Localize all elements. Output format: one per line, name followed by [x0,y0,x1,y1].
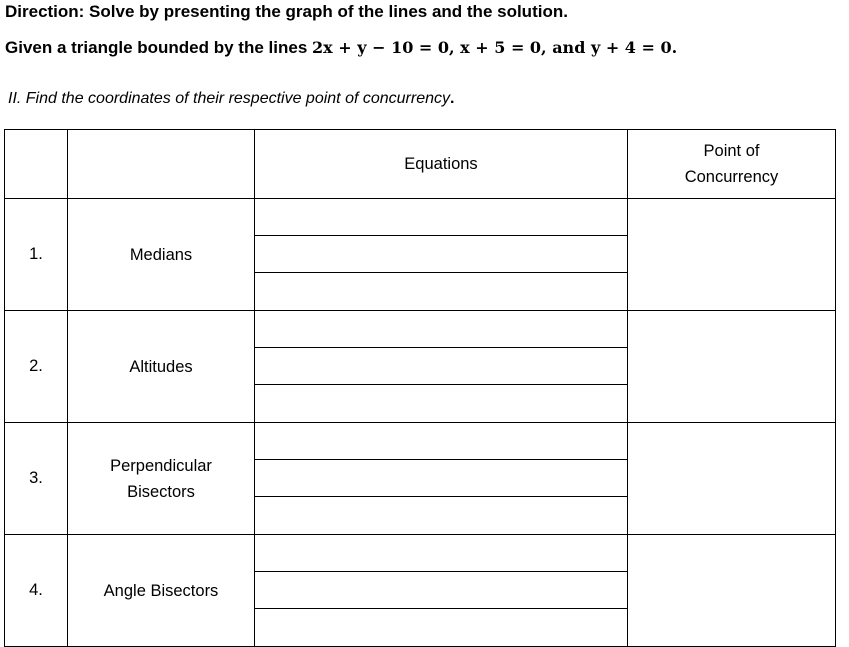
equations-cell[interactable] [255,311,628,423]
table-row-medians [5,199,836,311]
point-of-concurrency-cell[interactable] [628,311,836,423]
equation-line-divider [255,571,627,572]
row-number: 3. [5,423,68,535]
header-number-cell [5,130,68,199]
point-of-concurrency-cell[interactable] [628,423,836,535]
row-label-line1: Angle Bisectors [103,581,219,600]
header-equations: Equations [255,130,628,199]
point-of-concurrency-cell[interactable] [628,199,836,311]
row-label-line1: Altitudes [129,357,193,376]
given-statement [5,38,677,58]
given-label: Given a triangle bounded by the lines [5,38,312,57]
equation-line-divider [255,608,627,609]
table-row-angle-bisectors [5,535,836,647]
row-label [68,199,255,311]
instruction-text [8,90,454,108]
row-label [68,423,255,535]
point-of-concurrency-cell[interactable] [628,535,836,647]
equation-line-divider [255,384,627,385]
equation-line-divider [255,496,627,497]
row-label [68,311,255,423]
table-row-altitudes [5,311,836,423]
equation-line-divider [255,272,627,273]
given-equations: 2x + y − 10 = 0, x + 5 = 0, and y + 4 = 0. [312,38,678,57]
row-number: 4. [5,535,68,647]
header-label-cell [68,130,255,199]
header-poc-line2: Concurrency [684,168,779,186]
equation-line-divider [255,347,627,348]
row-number: 2. [5,311,68,423]
instruction-body: II. Find the coordinates of their respective point of concurrency [8,90,451,107]
direction-text: Direction: Solve by presenting the graph of the lines and the solution. [5,2,568,21]
table-row-perpendicular-bisectors [5,423,836,535]
equation-line-divider [255,459,627,460]
equations-cell[interactable] [255,535,628,647]
equations-cell[interactable] [255,423,628,535]
table-header-row [5,130,836,199]
equations-cell[interactable] [255,199,628,311]
row-label [68,535,255,647]
header-point-of-concurrency [628,130,836,199]
row-label-line1: Perpendicular [110,456,212,475]
row-number: 1. [5,199,68,311]
row-label-line1: Medians [129,245,193,264]
equation-line-divider [255,235,627,236]
header-poc-line1: Point of [703,142,760,160]
row-label-line2: Bisectors [127,482,195,501]
concurrency-table [4,129,836,647]
instruction-period: . [450,90,455,107]
